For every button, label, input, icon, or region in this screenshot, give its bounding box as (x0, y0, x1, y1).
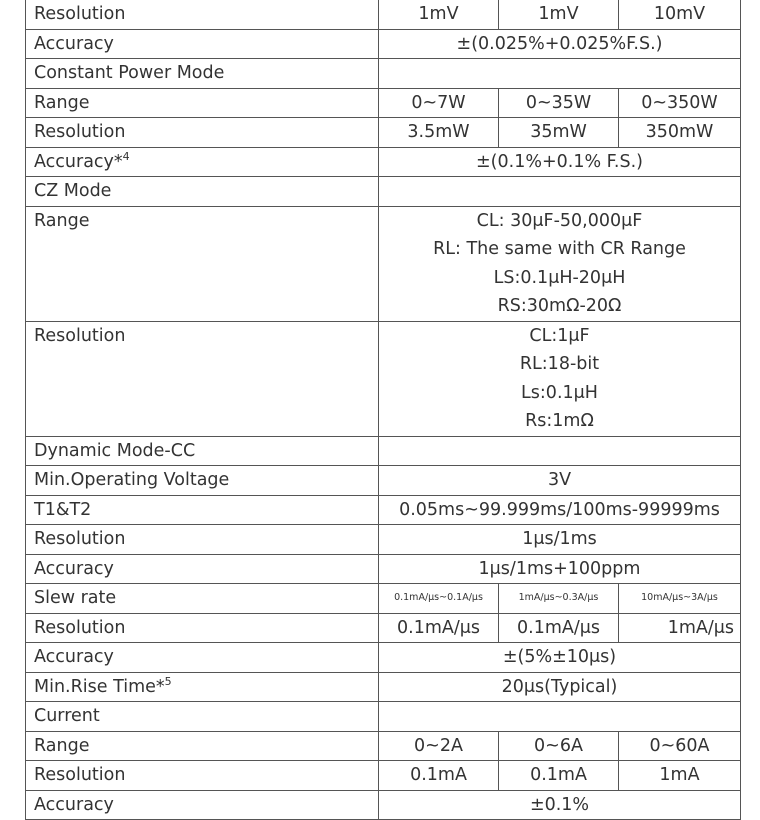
table-row (26, 643, 741, 673)
cell-value (379, 436, 741, 466)
cell-value: 1mV (499, 0, 619, 29)
table-row (26, 584, 741, 614)
row-label: Resolution (26, 118, 379, 148)
cell-value: ±(5%±10μs) (379, 643, 741, 673)
cell-value (379, 177, 741, 207)
cell-value: 1μs/1ms (379, 525, 741, 555)
table-row (26, 790, 741, 820)
cell-line: RL:18-bit (519, 354, 600, 374)
cell-value: 10mV (619, 0, 741, 29)
spec-table (25, 0, 741, 820)
row-label: Accuracy (26, 554, 379, 584)
table-row (26, 466, 741, 496)
cell-multiline (379, 321, 741, 436)
row-label: Resolution (26, 761, 379, 791)
cell-multiline (379, 206, 741, 321)
cell-value: 0~7W (379, 88, 499, 118)
cell-line: Rs:1mΩ (525, 411, 594, 431)
table-row (26, 672, 741, 702)
row-label: Resolution (26, 0, 379, 29)
cell-value: ±(0.025%+0.025%F.S.) (379, 29, 741, 59)
table-row (26, 436, 741, 466)
cell-value: 0.1mA/μs (499, 613, 619, 643)
row-label-text: Accuracy* (34, 151, 123, 172)
row-label: T1&T2 (26, 495, 379, 525)
cell-value: 350mW (619, 118, 741, 148)
row-label: Range (26, 206, 379, 321)
table-row (26, 731, 741, 761)
section-header: CZ Mode (26, 177, 379, 207)
row-label-text: Min.Rise Time* (34, 676, 165, 697)
table-row (26, 118, 741, 148)
footnote-mark: 4 (122, 149, 130, 163)
cell-value: 0.1mA (379, 761, 499, 791)
cell-value: ±0.1% (379, 790, 741, 820)
row-label: Slew rate (26, 584, 379, 614)
cell-value: 1mA/μs (619, 613, 741, 643)
row-label (26, 672, 379, 702)
cell-value: 1mV (379, 0, 499, 29)
cell-value: 0.1mA/μs~0.1A/μs (379, 584, 499, 614)
table-row (26, 177, 741, 207)
cell-value (379, 702, 741, 732)
cell-line: RL: The same with CR Range (433, 239, 686, 259)
cell-value: 0~2A (379, 731, 499, 761)
table-row (26, 554, 741, 584)
table-row (26, 702, 741, 732)
cell-value: 0~6A (499, 731, 619, 761)
section-header: Current (26, 702, 379, 732)
table-row (26, 761, 741, 791)
cell-value: 0.05ms~99.999ms/100ms-99999ms (379, 495, 741, 525)
row-label: Resolution (26, 613, 379, 643)
cell-value (379, 59, 741, 89)
table-row (26, 147, 741, 177)
cell-value: 10mA/μs~3A/μs (619, 584, 741, 614)
cell-value: 1μs/1ms+100ppm (379, 554, 741, 584)
cell-line: LS:0.1μH-20μH (493, 267, 626, 288)
cell-value: ±(0.1%+0.1% F.S.) (379, 147, 741, 177)
row-label: Accuracy (26, 643, 379, 673)
footnote-mark: 5 (164, 674, 172, 688)
row-label: Resolution (26, 525, 379, 555)
row-label: Accuracy (26, 29, 379, 59)
cell-line: CL: 30μF-50,000μF (476, 210, 643, 231)
cell-value: 3.5mW (379, 118, 499, 148)
cell-value: 0~60A (619, 731, 741, 761)
cell-value: 0.1mA/μs (379, 613, 499, 643)
cell-value: 1mA/μs~0.3A/μs (499, 584, 619, 614)
section-header: Constant Power Mode (26, 59, 379, 89)
row-label: Min.Operating Voltage (26, 466, 379, 496)
table-row (26, 495, 741, 525)
cell-value: 3V (379, 466, 741, 496)
cell-value: 0~35W (499, 88, 619, 118)
section-header: Dynamic Mode-CC (26, 436, 379, 466)
table-row (26, 29, 741, 59)
cell-line: Ls:0.1μH (521, 382, 598, 403)
row-label: Resolution (26, 321, 379, 436)
cell-line: CL:1μF (529, 325, 590, 346)
cell-value: 0~350W (619, 88, 741, 118)
cell-value: 0.1mA (499, 761, 619, 791)
cell-value: 35mW (499, 118, 619, 148)
cell-line: RS:30mΩ-20Ω (497, 296, 622, 316)
row-label: Range (26, 88, 379, 118)
row-label: Accuracy (26, 790, 379, 820)
cell-value: 20μs(Typical) (379, 672, 741, 702)
cell-value: 1mA (619, 761, 741, 791)
table-row (26, 525, 741, 555)
table-row (26, 206, 741, 321)
row-label (26, 147, 379, 177)
row-label: Range (26, 731, 379, 761)
table-row (26, 59, 741, 89)
table-row (26, 321, 741, 436)
table-row (26, 0, 741, 29)
table-row (26, 613, 741, 643)
table-row (26, 88, 741, 118)
